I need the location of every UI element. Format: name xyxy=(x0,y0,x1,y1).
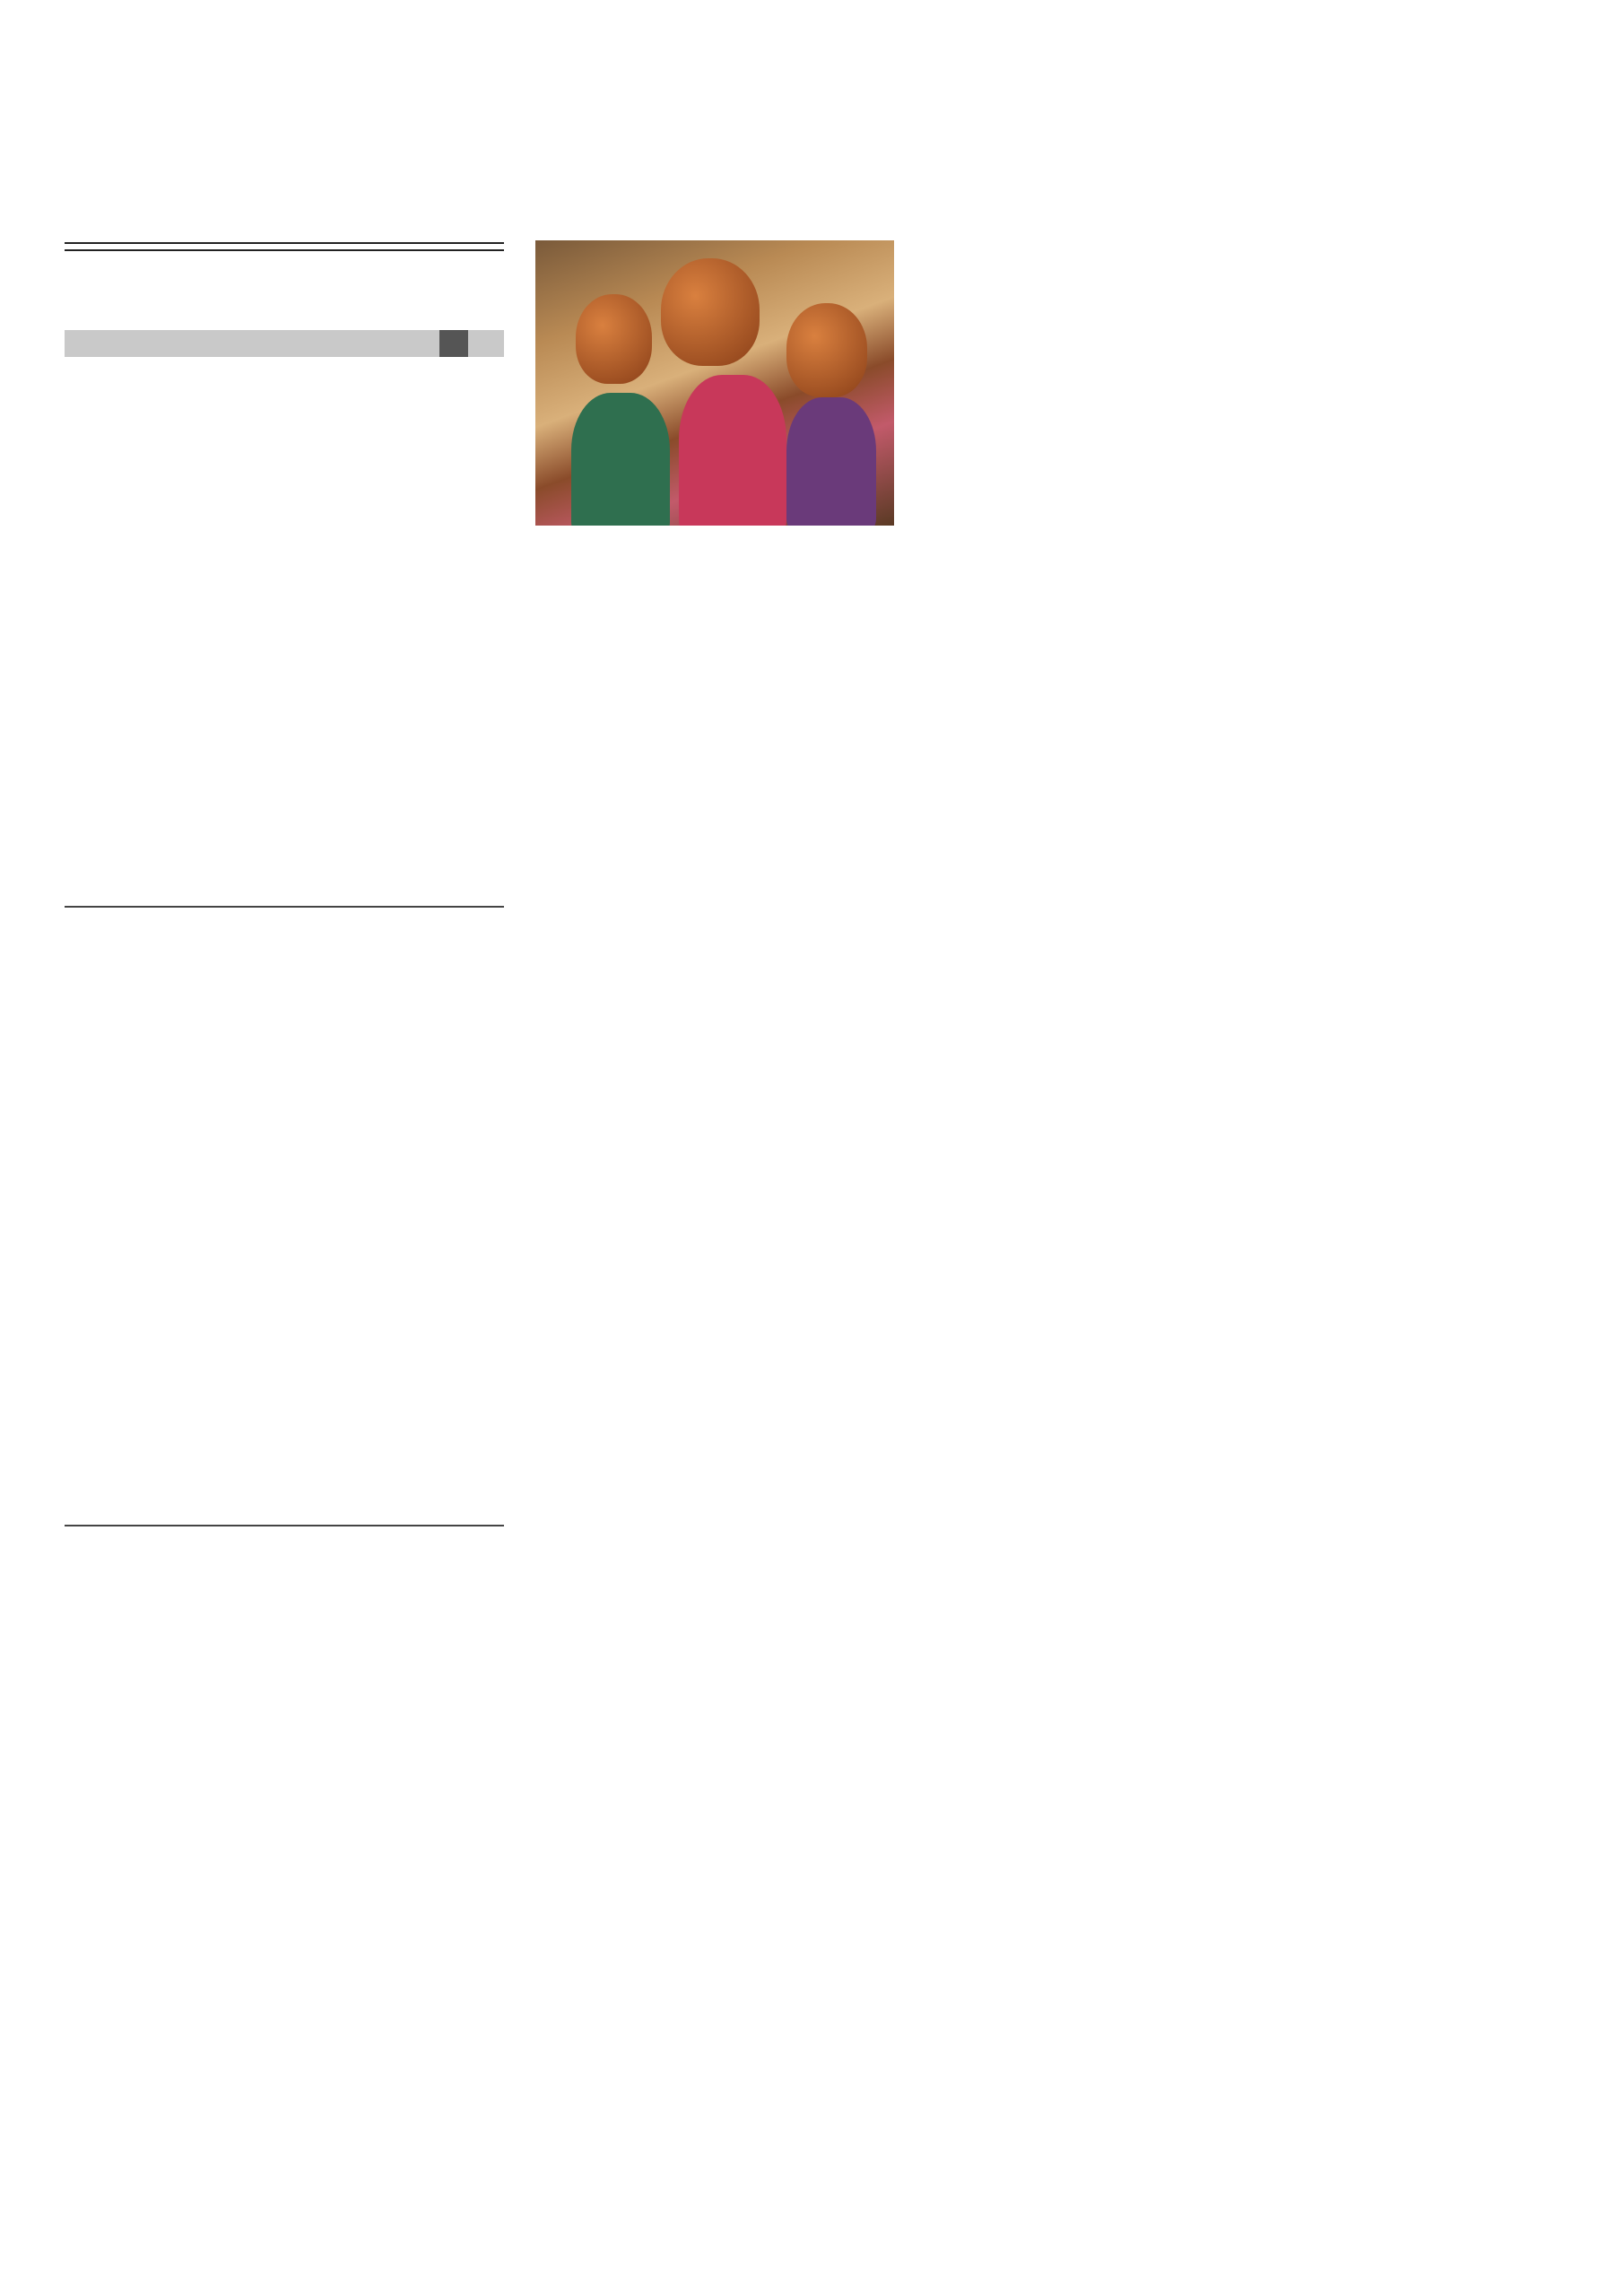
main-story-column-a xyxy=(163,235,522,979)
story-photo xyxy=(535,240,894,526)
newspaper-logo xyxy=(208,90,504,242)
divider xyxy=(65,1525,504,1526)
figure-shape xyxy=(679,375,786,526)
clay-pot-shape xyxy=(576,294,652,384)
article-body xyxy=(65,1659,504,2197)
clay-pot-shape xyxy=(786,303,867,397)
main-story-column-b xyxy=(535,535,894,979)
article-body xyxy=(65,1004,504,1516)
clay-pot-shape xyxy=(661,258,760,366)
figure-shape xyxy=(571,393,670,526)
figure-shape xyxy=(786,397,876,526)
